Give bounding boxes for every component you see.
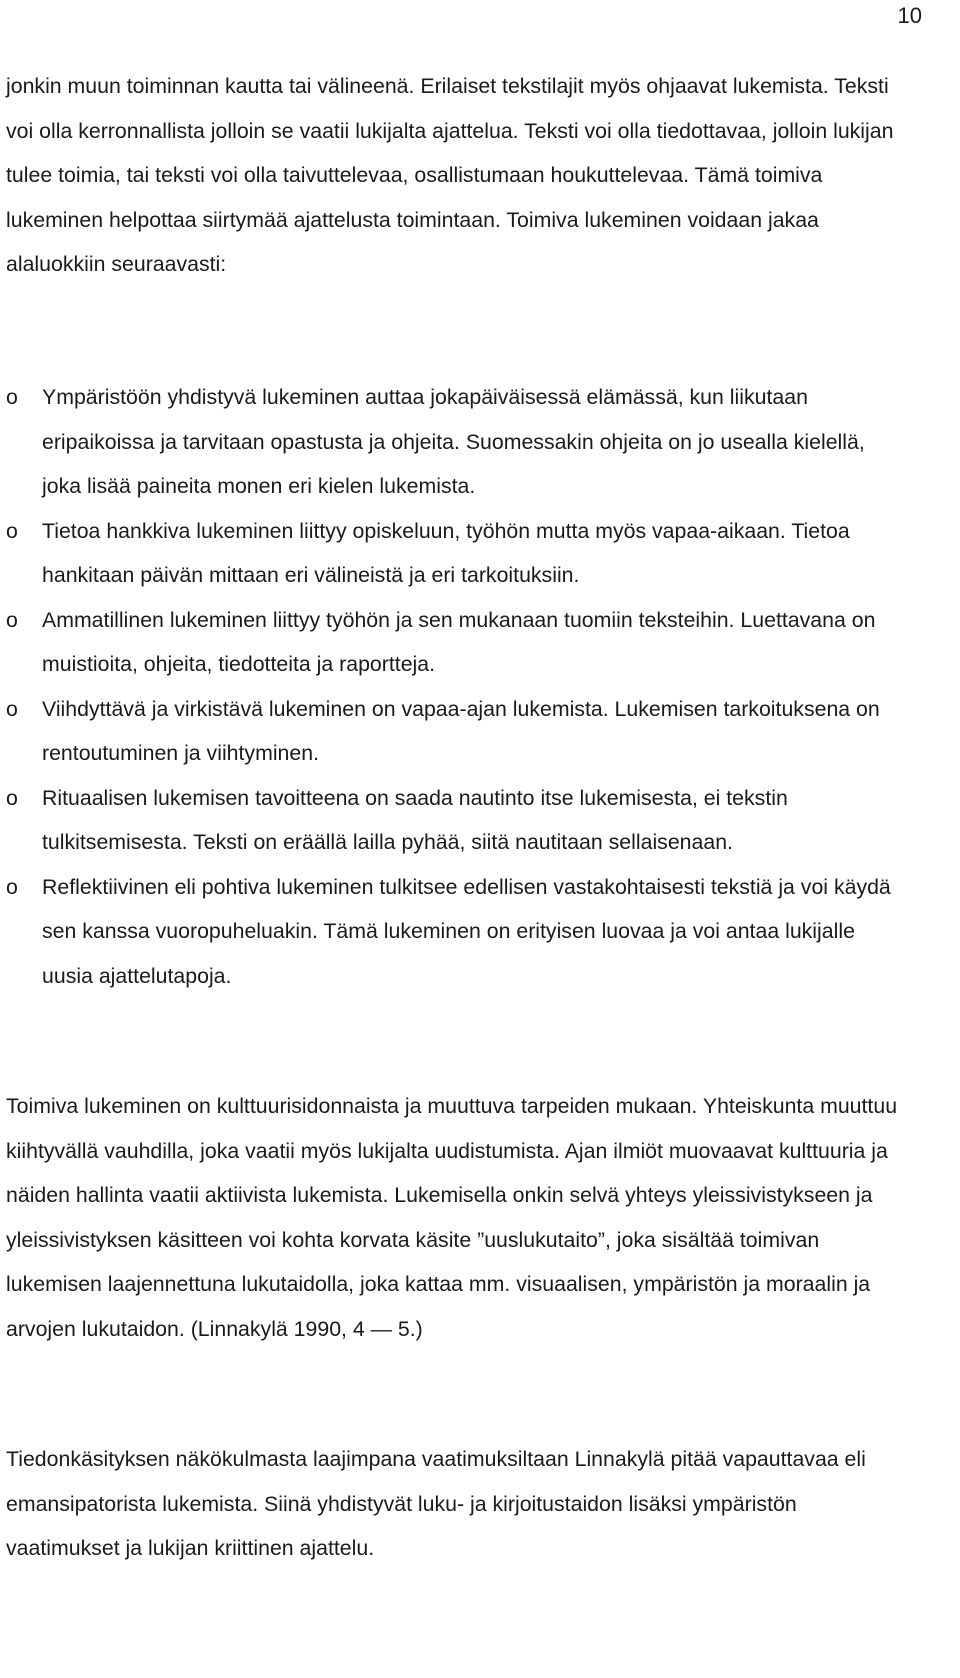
list-item (6, 687, 906, 776)
bullet-marker-icon: o (6, 385, 18, 409)
list-item (6, 375, 906, 509)
list-item (6, 509, 906, 598)
bullet-marker-icon: o (6, 874, 18, 899)
reading-types-list (6, 375, 906, 998)
culture-paragraph: Toimiva lukeminen on kulttuurisidonnaista ja muuttuva tarpeiden mukaan. Yhteiskunta muuttuu kiihtyvällä vauhdilla, joka vaatii myös lukijalta uudistumista. Ajan ilmiöt muovaavat kulttuuria ja näiden hallinta vaatii aktiivista lukemista. Lukemisella onkin selvä yhteys yleissivistykseen ja yleissivistyksen käsitteen voi kohta korvata käsite ”uuslukutaito”, joka sisältää toimivan lukemisen laajennettuna lukutaidolla, joka kattaa mm. visuaalisen, ympäristön ja moraalin ja arvojen lukutaidon. (Linnakylä 1990, 4 — 5.) (6, 1094, 898, 1341)
page-number: 10 (897, 3, 922, 28)
list-item-text: Tietoa hankkiva lukeminen liittyy opiskeluun, työhön mutta myös vapaa-aikaan. Tietoa hankitaan päivän mittaan eri välineistä ja eri tarkoituksiin. (42, 518, 850, 587)
list-item (6, 865, 906, 999)
bullet-marker-icon: o (6, 785, 18, 810)
list-item-text: Rituaalisen lukemisen tavoitteena on saada nautinto itse lukemisesta, ei tekstin tulkitsemisesta. Teksti on eräällä lailla pyhää, siitä nautitaan sellaisenaan. (42, 785, 788, 854)
bullet-marker-icon: o (6, 696, 18, 721)
list-item (6, 598, 906, 687)
closing-paragraph: Tiedonkäsityksen näkökulmasta laajimpana vaatimuksiltaan Linnakylä pitää vapauttavaa eli emansipatorista lukemista. Siinä yhdistyvät luku- ja kirjoitustaidon lisäksi ympäristön vaatimukset ja lukijan kriittinen ajattelu. (6, 1447, 866, 1560)
intro-paragraph: jonkin muun toiminnan kautta tai välineenä. Erilaiset tekstilajit myös ohjaavat lukemista. Teksti voi olla kerronnallista jolloin se vaatii lukijalta ajattelua. Teksti voi olla tiedottavaa, jolloin lukijan tulee toimia, tai teksti voi olla taivuttelevaa, osallistumaan houkuttelevaa. Tämä toimiva lukeminen helpottaa siirtymää ajattelusta toimintaan. Toimiva lukeminen voidaan jakaa alaluokkiin seuraavasti: (6, 74, 894, 276)
bullet-marker-icon: o (6, 518, 18, 543)
list-item (6, 776, 906, 865)
bullet-marker-icon: o (6, 607, 18, 632)
list-item-text: Ammatillinen lukeminen liittyy työhön ja sen mukanaan tuomiin teksteihin. Luettavana on muistioita, ohjeita, tiedotteita ja raportteja. (42, 607, 876, 676)
list-item-text: Reflektiivinen eli pohtiva lukeminen tulkitsee edellisen vastakohtaisesti tekstiä ja voi käydä sen kanssa vuoropuheluakin. Tämä lukeminen on erityisen luovaa ja voi antaa lukijalle uusia ajattelutapoja. (42, 874, 891, 988)
list-item-text: Ympäristöön yhdistyvä lukeminen auttaa jokapäiväisessä elämässä, kun liikutaan eripaikoissa ja tarvitaan opastusta ja ohjeita. Suomessakin ohjeita on jo usealla kielellä, joka lisää paineita monen eri kielen lukemista. (42, 385, 865, 498)
list-item-text: Viihdyttävä ja virkistävä lukeminen on vapaa-ajan lukemista. Lukemisen tarkoituksena on rentoutuminen ja viihtyminen. (42, 696, 880, 765)
